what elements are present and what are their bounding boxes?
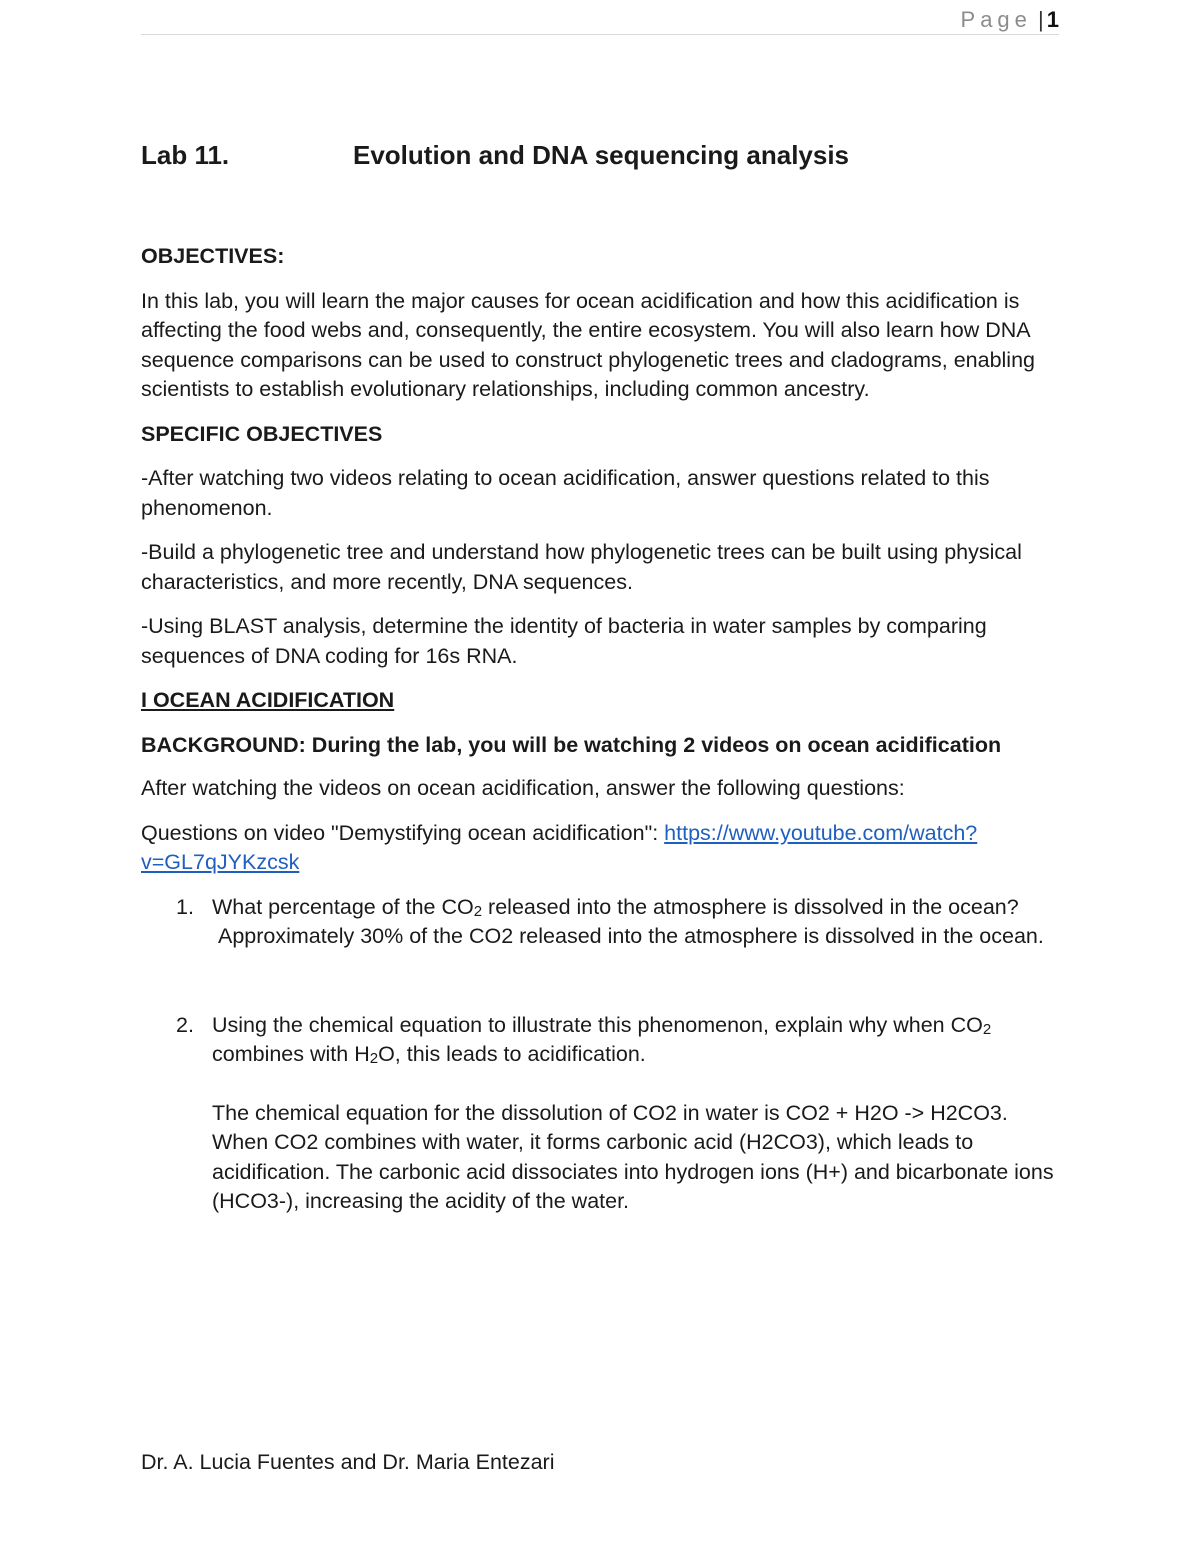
document-body [141, 138, 1061, 1217]
specific-objective-2: -Build a phylogenetic tree and understand how phylogenetic trees can be built using physical characteristics, and more recently, DNA sequences. [141, 540, 1022, 594]
answer-text: The chemical equation for the dissolution of CO2 in water is CO2 + H2O -> H2CO3. When CO2 combines with water, it forms carbonic acid (H2CO3), which leads to acidification. The carbonic acid dissociates into hydrogen ions (H+) and bicarbonate ions (HCO3-), increasing the acidity of the water. [212, 1100, 1054, 1213]
page-header [141, 6, 1059, 35]
answer-text: Approximately 30% of the CO2 released into the atmosphere is dissolved in the ocean. [218, 924, 1044, 948]
instructions-text: After watching the videos on ocean acidification, answer the following questions: [141, 776, 905, 800]
question-number: 1. [176, 894, 194, 919]
question-text: What percentage of the $CO_2$ released into the atmosphere is dissolved in the ocean? [212, 894, 1019, 920]
lab-title [141, 138, 1061, 172]
video-title: Questions on video "Demystifying ocean acidification": [141, 820, 665, 845]
video-reference [141, 819, 1061, 878]
question-item [141, 1011, 1061, 1217]
lab-name: Evolution and DNA sequencing analysis [353, 140, 850, 170]
question-text: Using the chemical equation to illustrate this phenomenon, explain why when $CO_2$ combines with $H_2O$, this leads to acidification. [212, 1012, 992, 1067]
page-separator: | [1038, 7, 1044, 32]
video-link[interactable]: https://www.youtube.com/watch?v=GL7qJYKzcsk [141, 820, 978, 874]
background-text: BACKGROUND: During the lab, you will be watching 2 videos on ocean acidification [141, 732, 1002, 757]
footer-authors: Dr. A. Lucia Fuentes and Dr. Maria Entezari [141, 1450, 555, 1474]
lab-number: Lab 11. [141, 140, 230, 170]
questions-list [141, 893, 1061, 1217]
question-item [141, 893, 1061, 952]
specific-objective-1: -After watching two videos relating to ocean acidification, answer questions related to this phenomenon. [141, 466, 990, 520]
specific-objectives-heading: SPECIFIC OBJECTIVES [141, 421, 383, 446]
page-number: 1 [1046, 7, 1059, 32]
objectives-text: In this lab, you will learn the major causes for ocean acidification and how this acidification is affecting the food webs and, consequently, the entire ecosystem. You will also learn how DNA sequence comparisons can be used to construct phylogenetic trees and cladograms, enabling scientists to establish evolutionary relationships, including common ancestry. [141, 288, 1035, 401]
objectives-heading: OBJECTIVES: [141, 244, 285, 268]
question-number: 2. [176, 1012, 194, 1037]
specific-objective-3: -Using BLAST analysis, determine the identity of bacteria in water samples by comparing sequences of DNA coding for 16s RNA. [141, 614, 987, 668]
section-heading-ocean-acidification: I OCEAN ACIDIFICATION [141, 688, 395, 712]
page-label: Page [960, 7, 1032, 32]
